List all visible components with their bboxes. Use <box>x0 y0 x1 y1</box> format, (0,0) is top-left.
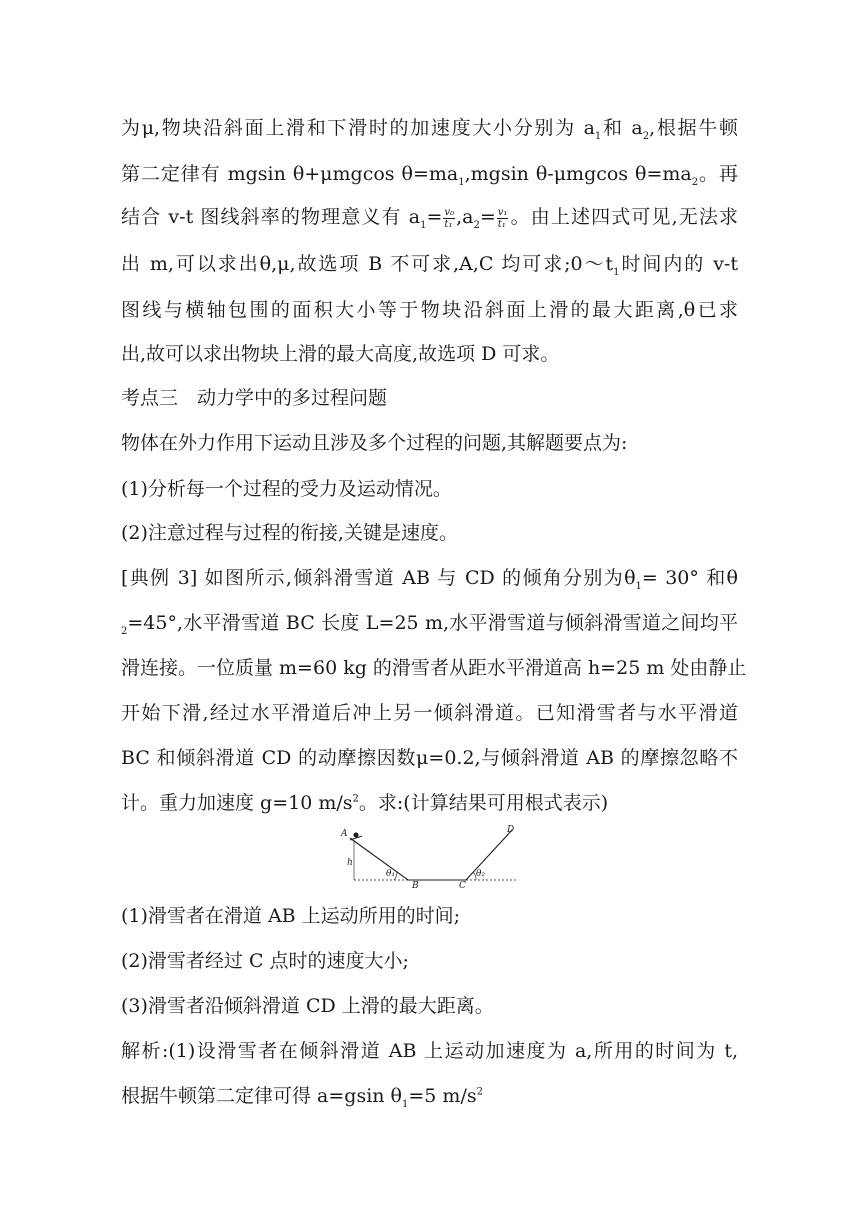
label-theta2: θ₂ <box>476 869 486 879</box>
question-item: (1)滑雪者在滑道 AB 上运动所用的时间; <box>121 905 461 927</box>
text-line: 滑连接。一位质量 m=60 kg 的滑雪者从距水平滑道高 h=25 m 处由静止 <box>121 657 747 679</box>
text-line: 物体在外力作用下运动且涉及多个过程的问题,其解题要点为: <box>121 432 628 454</box>
text-line: [典例 3] 如图所示,倾斜滑雪道 AB 与 CD 的倾角分别为$\theta_1= 30^\circ$ 和θ <box>121 567 738 592</box>
label-h: h <box>347 858 353 868</box>
label-c: C <box>459 881 466 888</box>
question-item: (2)滑雪者经过 C 点时的速度大小; <box>121 950 409 972</box>
section-heading: 考点三 动力学中的多过程问题 <box>121 387 388 409</box>
text-line: 开始下滑,经过水平滑道后冲上另一倾斜滑道。已知滑雪者与水平滑道 <box>121 702 738 724</box>
skier-icon <box>354 833 359 838</box>
text-line: 图线与横轴包围的面积大小等于物块沿斜面上滑的最大距离,θ已求 <box>121 299 738 321</box>
label-a: A <box>341 829 348 839</box>
text-line: 解析:(1)设滑雪者在倾斜滑道 AB 上运动加速度为 a,所用的时间为 t, <box>121 1040 738 1062</box>
slope-path <box>350 830 512 880</box>
text-line: 计。重力加速度 g=10 $m/s^2$。求:(计算结果可用根式表示) <box>121 792 609 814</box>
text-line: 结合 v-t 图线斜率的物理意义有 $a_1=$ $\frac{\text{v₀}}{\text{t₁}}$ $,a_2=$ $\frac{\text{v₁}}{\text{t₁}}$ 。由上述四式可见,无法求 <box>121 206 738 231</box>
text-line: 根据牛顿第二定律可得 a=gsin $\theta_1=5$ $m/s^2$ <box>121 1085 483 1110</box>
list-item: (2)注意过程与过程的衔接,关键是速度。 <box>121 522 458 544</box>
text-line: 为μ,物块沿斜面上滑和下滑时的加速度大小分别为 $a_1$和 $a_2$,根据牛顿 <box>121 117 738 142</box>
label-d: D <box>507 825 515 835</box>
fraction: $\frac{\text{v₀}}{\text{t₁}}$ <box>444 206 455 230</box>
label-b: B <box>412 881 419 888</box>
text-line: 出 m,可以求出θ,μ,故选项 B 不可求,A,C 均可求$;0\sim t_1$时间内的 v-t <box>121 253 738 278</box>
question-item: (3)滑雪者沿倾斜滑道 CD 上滑的最大距离。 <box>121 995 494 1017</box>
fraction: $\frac{\text{v₁}}{\text{t₁}}$ <box>497 206 508 230</box>
ski-slope-figure <box>336 824 520 888</box>
text-line: BC 和倾斜滑道 CD 的动摩擦因数μ=0.2,与倾斜滑道 AB 的摩擦忽略不 <box>121 747 738 769</box>
text-line: 第二定律有 mgsin θ+μmgcos $\theta=ma_1,mgsin$ θ-μmgcos $\theta=ma_2$。再 <box>121 163 738 188</box>
label-theta1: θ₁ <box>386 869 396 879</box>
list-item: (1)分析每一个过程的受力及运动情况。 <box>121 478 452 500</box>
text-line: 出,故可以求出物块上滑的最大高度,故选项 D 可求。 <box>121 343 560 365</box>
text-line: $_2$=45°,水平滑雪道 BC 长度 L=25 m,水平滑雪道与倾斜滑雪道之间均平 <box>121 612 738 637</box>
